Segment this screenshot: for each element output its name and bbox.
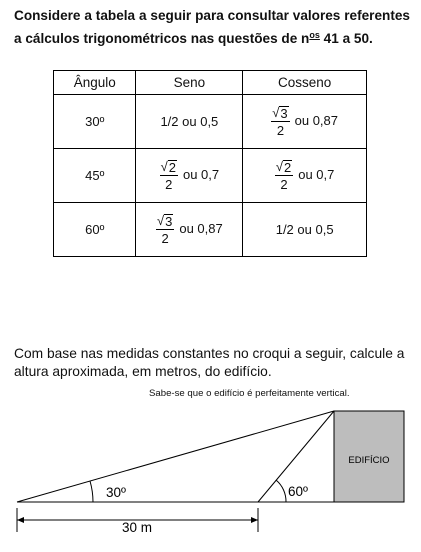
sqrt-symbol: √ (272, 105, 280, 120)
fraction-denominator: 2 (165, 177, 173, 192)
table-row-30 (54, 95, 367, 149)
cell-angle-30: 30º (54, 95, 136, 149)
cell-angle-60: 60º (54, 203, 136, 257)
cell-angle-45: 45º (54, 149, 136, 203)
croqui-note: Sabe-se que o edifício é perfeitamente vertical. (149, 388, 350, 399)
cell-cos-30 (243, 95, 367, 149)
fraction-sqrt3-over-2 (271, 105, 289, 138)
fraction-sqrt2-over-2 (160, 159, 178, 192)
intro-superscript: os (309, 29, 320, 40)
fraction-numerator: 3 (165, 214, 173, 229)
header-sine: Seno (136, 71, 243, 95)
angle-arc-30 (90, 481, 93, 502)
cell-sin-30: 1/2 ou 0,5 (136, 95, 243, 149)
fraction-numerator: 2 (284, 160, 292, 175)
fraction-denominator: 2 (280, 177, 288, 192)
angle-arc-60 (276, 480, 286, 502)
cell-sin-60-text: ou 0,87 (179, 220, 223, 236)
cell-cos-45-text: ou 0,7 (298, 166, 335, 182)
table-header-row (54, 71, 367, 95)
fraction-denominator: 2 (161, 231, 169, 246)
question-text: Com base nas medidas constantes no croqui a seguir, calcule a altura aproximada, em metros, do edifício. (14, 346, 405, 379)
intro-tail: 41 a 50. (319, 30, 373, 46)
cell-sin-60 (136, 203, 243, 257)
cell-cos-45 (243, 149, 367, 203)
intro-text: Considere a tabela a seguir para consultar valores referentes a cálculos trigonométricos nas questões de n (14, 8, 410, 46)
intro-paragraph (14, 6, 410, 48)
cell-sin-45 (136, 149, 243, 203)
fraction-sqrt3-over-2 (156, 213, 174, 246)
sqrt-symbol: √ (156, 213, 165, 228)
sight-line-30 (17, 411, 334, 502)
dimension-arrow-left (17, 517, 24, 523)
distance-label: 30 m (121, 520, 153, 535)
sqrt-symbol: √ (275, 159, 283, 174)
table-row-45 (54, 149, 367, 203)
header-angle: Ângulo (54, 71, 136, 95)
fraction-numerator: 3 (280, 106, 288, 121)
angle-label-30: 30º (106, 485, 126, 500)
angle-label-60: 60º (288, 484, 308, 499)
croqui-diagram (0, 400, 421, 552)
fraction-denominator: 2 (276, 123, 285, 138)
dimension-arrow-right (251, 517, 258, 523)
building-label: EDIFÍCIO (348, 455, 390, 466)
sqrt-symbol: √ (160, 159, 168, 174)
cell-sin-45-text: ou 0,7 (182, 166, 220, 182)
fraction-sqrt2-over-2 (275, 159, 293, 192)
fraction-numerator: 2 (168, 160, 176, 175)
cell-cos-30-text: ou 0,87 (294, 112, 338, 128)
header-cosine: Cosseno (243, 71, 367, 95)
trig-table (53, 70, 367, 257)
cell-cos-60: 1/2 ou 0,5 (243, 203, 367, 257)
table-row-60 (54, 203, 367, 257)
